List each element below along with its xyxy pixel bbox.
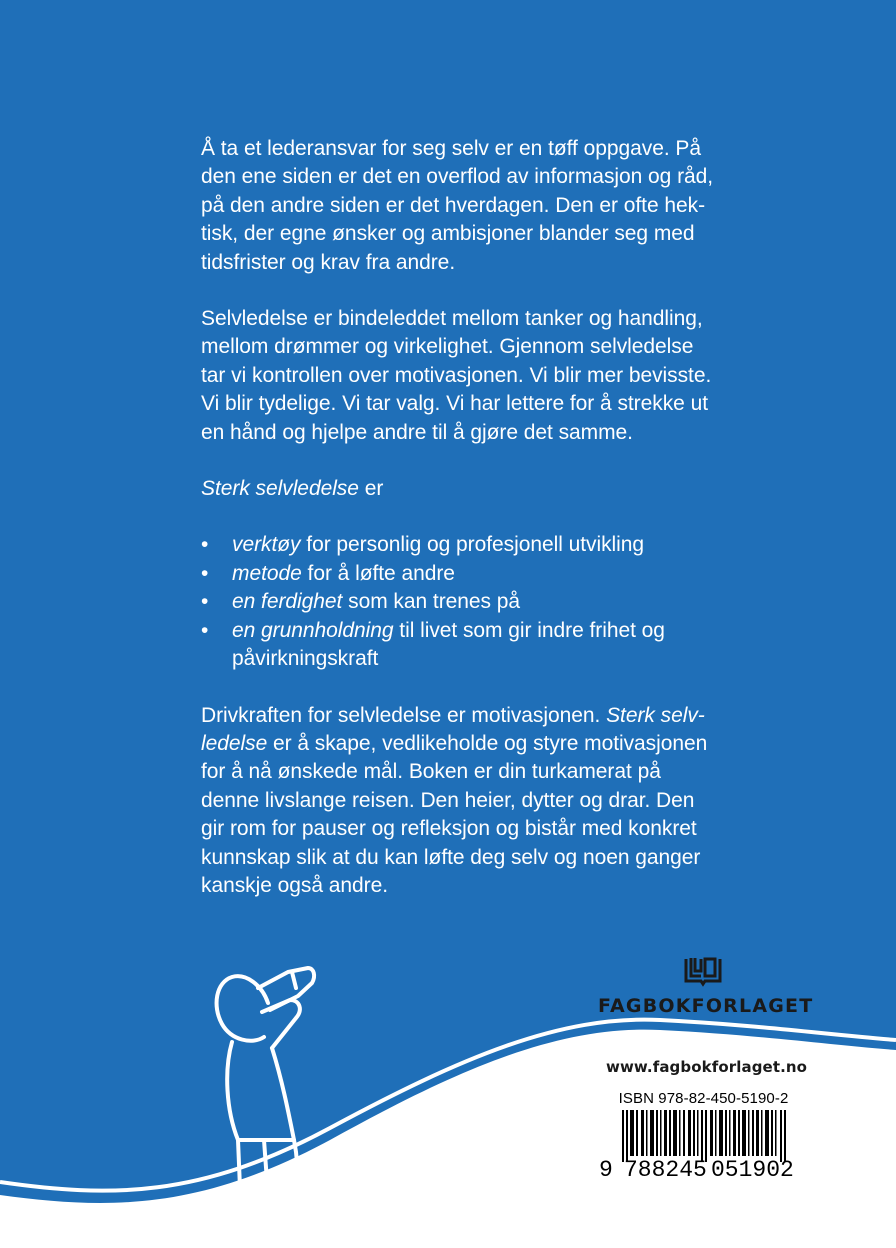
text-line: Selvledelse er bindeleddet mellom tanker og handling, xyxy=(201,307,703,331)
list-intro xyxy=(201,475,741,503)
isbn-barcode xyxy=(598,1085,809,1185)
bullet-italic: en ferdighet xyxy=(232,590,343,614)
isbn-label: ISBN 978-82-450-5190-2 xyxy=(618,1090,789,1107)
text-line: gir rom for pauser og refleksjon og bistår med konkret xyxy=(201,817,697,841)
barcode-group-1: 788245 xyxy=(624,1157,707,1183)
text-italic: ledelse xyxy=(201,731,268,755)
list-item xyxy=(201,617,741,674)
text-line: mellom drømmer og virkelighet. Gjennom selvledelse xyxy=(201,335,694,359)
intro-italic: Sterk selvledelse xyxy=(201,477,359,501)
list-item xyxy=(201,588,741,616)
paragraph-1 xyxy=(201,135,741,277)
book-icon xyxy=(683,955,723,987)
text-line: denne livslange reisen. Den heier, dytter og drar. Den xyxy=(201,788,695,812)
text-line: tidsfrister og krav fra andre. xyxy=(201,250,456,274)
bullet-icon: • xyxy=(201,618,209,642)
list-item xyxy=(201,531,741,559)
text-line: kanskje også andre. xyxy=(201,873,389,897)
bullet-text-line2: påvirkningskraft xyxy=(232,647,379,671)
text-line: en hånd og hjelpe andre til å gjøre det samme. xyxy=(201,420,633,444)
text-line: på den andre siden er det hverdagen. Den er ofte hek- xyxy=(201,193,706,217)
bullet-text: som kan trenes på xyxy=(342,590,521,614)
back-cover-text xyxy=(201,135,741,928)
bullet-text: for personlig og profesjonell utvikling xyxy=(300,533,645,557)
text-line: tar vi kontrollen over motivasjonen. Vi blir mer bevisste. xyxy=(201,363,712,387)
bullet-icon: • xyxy=(201,533,209,557)
barcode-first-digit: 9 xyxy=(599,1157,613,1183)
publisher-website: www.fagbokforlaget.no xyxy=(606,1058,808,1076)
bullet-icon: • xyxy=(201,561,209,585)
text-line: den ene siden er det en overflod av informasjon og råd, xyxy=(201,165,714,189)
text-line: Vi blir tydelige. Vi tar valg. Vi har lettere for å strekke ut xyxy=(201,392,708,416)
text-line: tisk, der egne ønsker og ambisjoner blander seg med xyxy=(201,222,695,246)
bullet-list xyxy=(201,531,741,673)
bullet-italic: en grunnholdning xyxy=(232,618,394,642)
text-plain: Drivkraften for selvledelse er motivasjonen. xyxy=(201,703,607,727)
barcode-group-2: 051902 xyxy=(711,1157,794,1183)
text-line: kunnskap slik at du kan løfte deg selv og noen ganger xyxy=(201,845,701,869)
bullet-italic: metode xyxy=(232,561,302,585)
bullet-italic: verktøy xyxy=(232,533,301,557)
publisher-logo xyxy=(598,955,814,1017)
bullet-text: for å løfte andre xyxy=(301,561,455,585)
list-item xyxy=(201,560,741,588)
bullet-icon: • xyxy=(201,590,209,614)
text-plain: er å skape, vedlikeholde og styre motivasjonen xyxy=(267,731,708,755)
paragraph-2 xyxy=(201,305,741,447)
text-italic: Sterk selv- xyxy=(606,703,705,727)
paragraph-3 xyxy=(201,702,741,901)
intro-rest: er xyxy=(358,477,384,501)
text-line: Å ta et lederansvar for seg selv er en tøff oppgave. På xyxy=(201,137,701,160)
barcode-bars xyxy=(610,1110,798,1162)
text-line: for å nå ønskede mål. Boken er din turkamerat på xyxy=(201,760,661,784)
bullet-text: til livet som gir indre frihet og xyxy=(393,618,665,642)
publisher-name: FAGBOKFORLAGET xyxy=(598,995,814,1017)
